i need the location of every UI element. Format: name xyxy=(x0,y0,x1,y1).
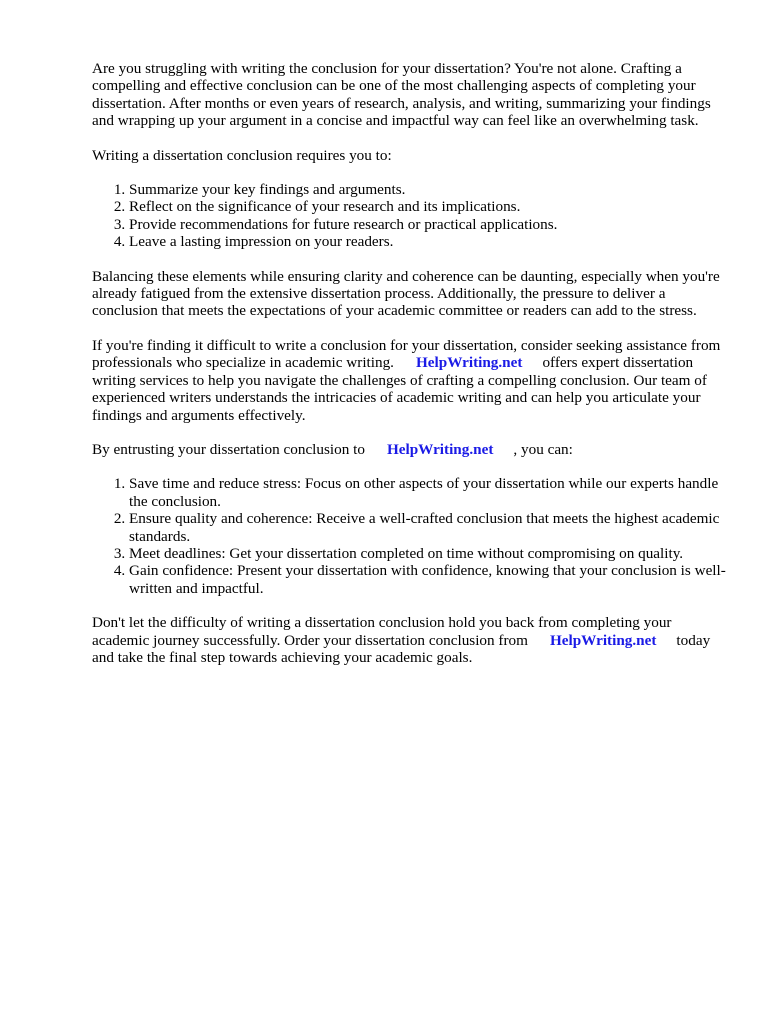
helpwriting-link[interactable]: HelpWriting.net xyxy=(415,354,523,372)
entrusting-text-before: By entrusting your dissertation conclusion to xyxy=(92,440,365,458)
assistance-text-before: If you're finding it difficult to write a conclusion for your dissertation, consider seeking assistance from professionals who specialize in academic writing. xyxy=(92,336,721,372)
list-item: 4. Gain confidence: Present your dissertation with confidence, knowing that your conclusion is well-written and impactful. xyxy=(129,562,732,597)
closing-text-after: today and take the final step towards achieving your academic goals. xyxy=(92,631,711,666)
entrusting-text-after: , you can: xyxy=(513,440,573,458)
requirements-list xyxy=(92,181,732,251)
benefits-list xyxy=(92,475,732,597)
intro-paragraph: Are you struggling with writing the conclusion for your dissertation? You're not alone. Crafting a compelling and effective conclusion can be one of the most challenging aspects of completing your dissertation. After months or even years of research, analysis, and writing, summarizing your findings and wrapping up your argument in a concise and impactful way can feel like an overwhelming task. xyxy=(92,60,711,130)
list-item: 3. Meet deadlines: Get your dissertation completed on time without compromising on quality. xyxy=(129,545,732,562)
list-item: 2. Ensure quality and coherence: Receive a well-crafted conclusion that meets the highest academic standards. xyxy=(129,510,732,545)
list-item: 3. Provide recommendations for future research or practical applications. xyxy=(129,216,732,233)
assistance-text-after: offers expert dissertation writing services to help you navigate the challenges of crafting a compelling conclusion. Our team of experienced writers understands the intricacies of academic writing and can help you articulate your findings and arguments effectively. xyxy=(92,354,707,424)
list-item: 1. Save time and reduce stress: Focus on other aspects of your dissertation while our experts handle the conclusion. xyxy=(129,475,732,510)
entrusting-paragraph xyxy=(92,441,732,458)
helpwriting-link[interactable]: HelpWriting.net xyxy=(386,440,494,458)
assistance-paragraph xyxy=(92,337,732,424)
document-page xyxy=(92,60,732,683)
helpwriting-link[interactable]: HelpWriting.net xyxy=(549,631,657,649)
balancing-paragraph: Balancing these elements while ensuring clarity and coherence can be daunting, especially when you're already fatigued from the extensive dissertation process. Additionally, the pressure to deliver a conclusion that meets the expectations of your academic committee or readers can add to the stress. xyxy=(92,267,720,320)
list-item: 2. Reflect on the significance of your research and its implications. xyxy=(129,198,732,215)
closing-text-before: Don't let the difficulty of writing a dissertation conclusion hold you back from completing your academic journey successfully. Order your dissertation conclusion from xyxy=(92,614,672,649)
list-item: 4. Leave a lasting impression on your readers. xyxy=(129,233,732,250)
closing-paragraph xyxy=(92,614,732,666)
requirements-intro: Writing a dissertation conclusion requires you to: xyxy=(92,146,392,164)
list-item: 1. Summarize your key findings and arguments. xyxy=(129,181,732,198)
